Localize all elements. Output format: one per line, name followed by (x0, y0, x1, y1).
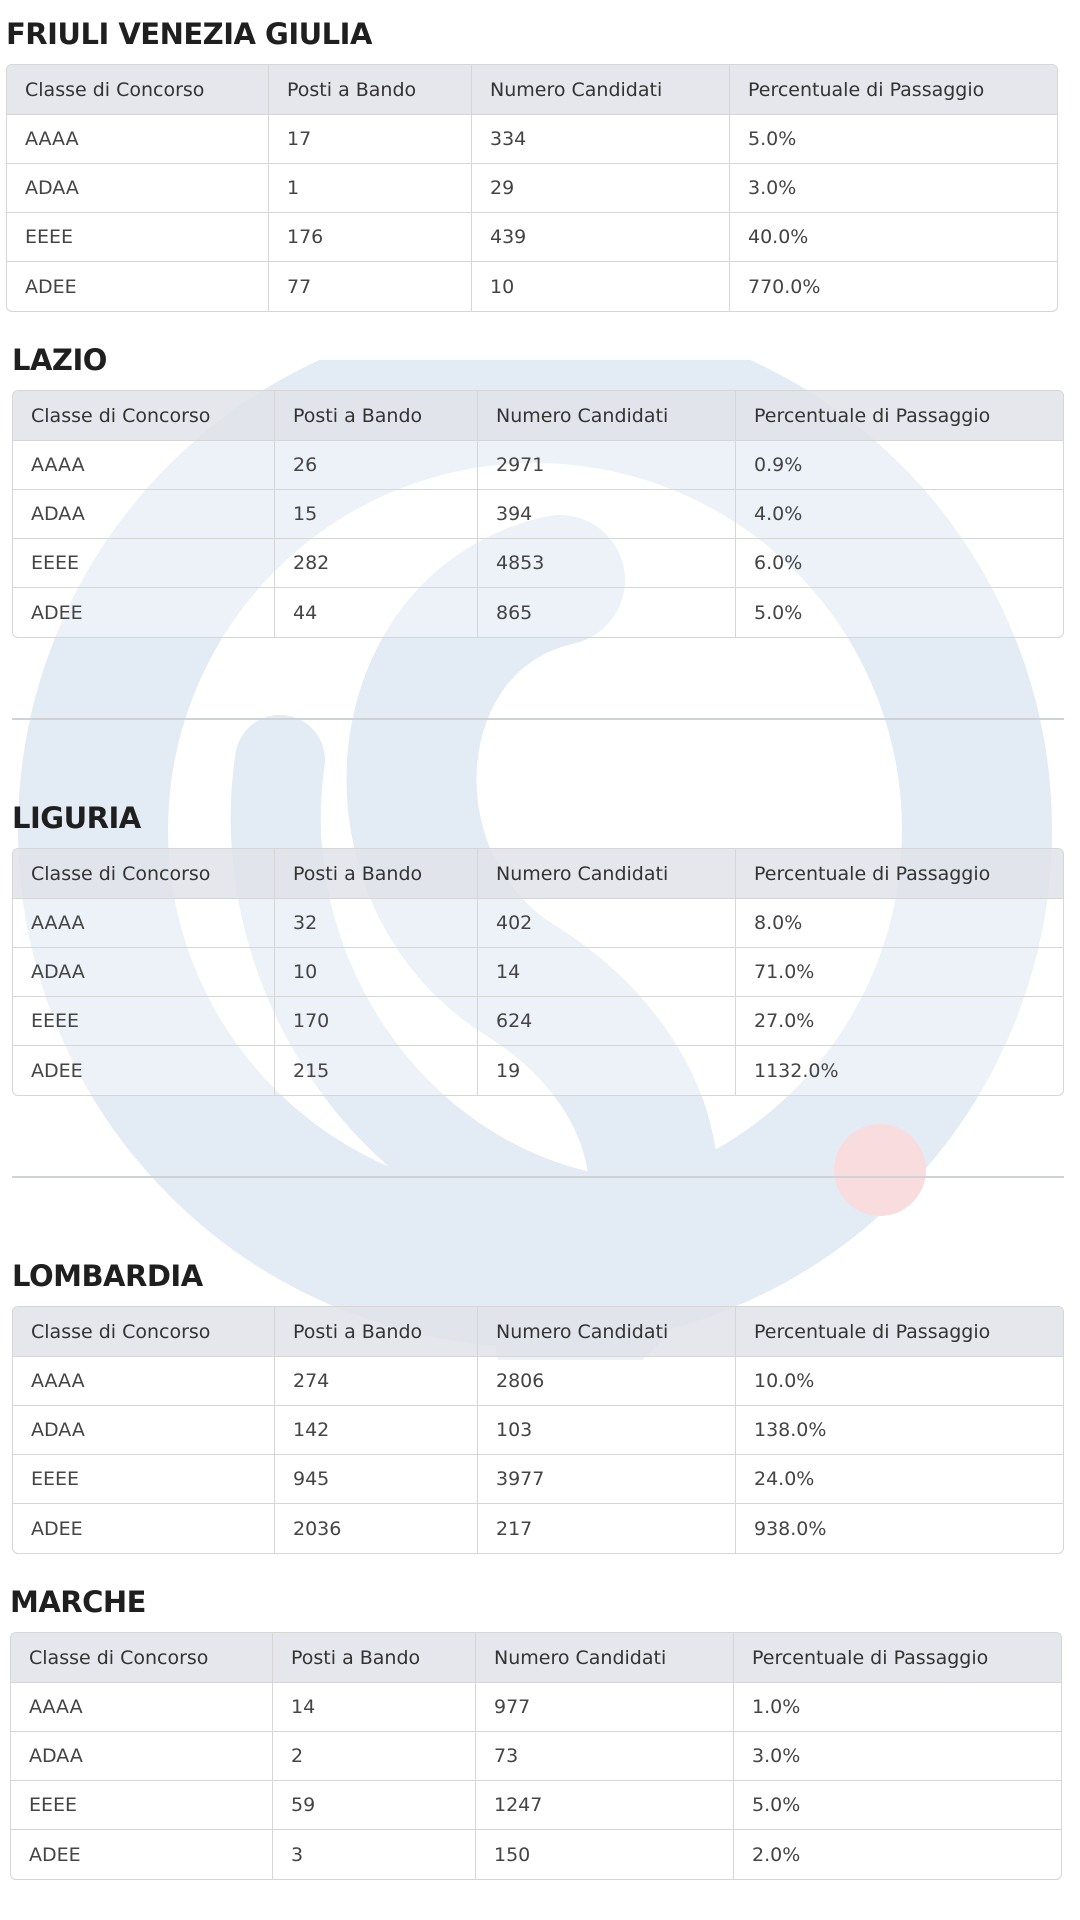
column-header: Percentuale di Passaggio (730, 65, 1057, 115)
table-cell: 29 (472, 164, 730, 213)
column-header: Posti a Bando (275, 1307, 478, 1357)
table-header-row (13, 391, 1063, 441)
table-cell: 138.0% (736, 1406, 1063, 1455)
table-cell: 103 (478, 1406, 736, 1455)
table-cell: 0.9% (736, 441, 1063, 490)
region-title: MARCHE (10, 1585, 146, 1619)
table-cell: EEEE (13, 539, 275, 588)
table-header-row (11, 1633, 1061, 1683)
table-cell: ADAA (13, 1406, 275, 1455)
table-cell: EEEE (11, 1781, 273, 1830)
table-row (7, 213, 1057, 262)
region-section-friuli-venezia-giulia (6, 14, 1058, 312)
table-row (13, 1406, 1063, 1455)
table-row (13, 899, 1063, 948)
table-cell: ADEE (7, 262, 269, 311)
table-cell: ADAA (11, 1732, 273, 1781)
table-cell: 10.0% (736, 1357, 1063, 1406)
table-cell: AAAA (13, 899, 275, 948)
table-cell: AAAA (11, 1683, 273, 1732)
region-title: LAZIO (12, 343, 107, 377)
column-header: Posti a Bando (275, 849, 478, 899)
region-table (6, 64, 1058, 312)
table-cell: 2036 (275, 1504, 478, 1553)
table-row (13, 490, 1063, 539)
table-cell: 3 (273, 1830, 476, 1879)
table-cell: 170 (275, 997, 478, 1046)
table-cell: 150 (476, 1830, 734, 1879)
column-header: Classe di Concorso (7, 65, 269, 115)
table-cell: 938.0% (754, 1517, 827, 1540)
table-cell: 15 (275, 490, 478, 539)
table-cell: 14 (478, 948, 736, 997)
table-cell: 1 (269, 164, 472, 213)
column-header: Numero Candidati (476, 1633, 734, 1683)
table-cell: EEEE (7, 213, 269, 262)
table-cell: ADEE (13, 588, 275, 637)
table-cell: EEEE (13, 1455, 275, 1504)
region-section-marche (10, 1582, 1062, 1880)
table-cell: 176 (269, 213, 472, 262)
table-row (13, 1455, 1063, 1504)
table-row (13, 948, 1063, 997)
table-cell: 3.0% (734, 1732, 1061, 1781)
table-cell: AAAA (13, 441, 275, 490)
region-table (10, 1632, 1062, 1880)
table-cell: 945 (275, 1455, 478, 1504)
table-cell: 5.0% (730, 115, 1057, 164)
table-cell: 770.0% (748, 275, 821, 298)
table-row (13, 1357, 1063, 1406)
table-cell: 4.0% (736, 490, 1063, 539)
table-cell: 217 (478, 1504, 736, 1553)
table-cell: 977 (476, 1683, 734, 1732)
table-cell: 3.0% (730, 164, 1057, 213)
column-header: Classe di Concorso (13, 849, 275, 899)
table-row (11, 1732, 1061, 1781)
section-divider (12, 718, 1064, 720)
region-table (12, 390, 1064, 638)
table-cell: 5.0% (734, 1781, 1061, 1830)
table-row (7, 164, 1057, 213)
table-cell: 10 (472, 262, 730, 311)
table-cell: 19 (478, 1046, 736, 1095)
table-cell: 334 (472, 115, 730, 164)
table-cell: ADAA (7, 164, 269, 213)
table-header-row (13, 1307, 1063, 1357)
table-cell: 1247 (476, 1781, 734, 1830)
table-cell: 215 (275, 1046, 478, 1095)
column-header: Posti a Bando (275, 391, 478, 441)
section-divider (12, 1176, 1064, 1178)
table-cell: 59 (273, 1781, 476, 1830)
table-row (7, 115, 1057, 164)
column-header: Percentuale di Passaggio (736, 1307, 1063, 1357)
column-header: Posti a Bando (269, 65, 472, 115)
table-row (13, 997, 1063, 1046)
table-cell: 8.0% (736, 899, 1063, 948)
table-cell: AAAA (13, 1357, 275, 1406)
table-cell: 2806 (478, 1357, 736, 1406)
table-header-row (13, 849, 1063, 899)
column-header: Numero Candidati (478, 391, 736, 441)
table-cell: 3977 (478, 1455, 736, 1504)
region-table (12, 1306, 1064, 1554)
table-row (11, 1781, 1061, 1830)
table-cell: ADEE (13, 1046, 275, 1095)
table-cell: 71.0% (736, 948, 1063, 997)
table-cell: ADAA (13, 948, 275, 997)
table-cell: 17 (269, 115, 472, 164)
table-cell: 5.0% (754, 601, 803, 624)
column-header: Classe di Concorso (13, 391, 275, 441)
region-title: LOMBARDIA (12, 1259, 203, 1293)
table-row (13, 588, 1063, 637)
column-header: Percentuale di Passaggio (736, 849, 1063, 899)
table-cell: 394 (478, 490, 736, 539)
table-row (11, 1830, 1061, 1879)
table-header-row (7, 65, 1057, 115)
column-header: Percentuale di Passaggio (734, 1633, 1061, 1683)
table-cell: 439 (472, 213, 730, 262)
table-cell: 624 (478, 997, 736, 1046)
table-cell: 77 (269, 262, 472, 311)
table-cell: 2 (273, 1732, 476, 1781)
table-row (7, 262, 1057, 311)
table-cell: AAAA (7, 115, 269, 164)
table-row (13, 441, 1063, 490)
table-cell: 142 (275, 1406, 478, 1455)
table-cell: 274 (275, 1357, 478, 1406)
column-header: Posti a Bando (273, 1633, 476, 1683)
table-cell: 2.0% (752, 1843, 801, 1866)
column-header: Numero Candidati (478, 1307, 736, 1357)
table-cell: 26 (275, 441, 478, 490)
column-header: Numero Candidati (478, 849, 736, 899)
table-cell: 1132.0% (754, 1059, 839, 1082)
region-table (12, 848, 1064, 1096)
table-cell: 1.0% (734, 1683, 1061, 1732)
table-cell: ADAA (13, 490, 275, 539)
region-section-liguria (12, 798, 1064, 1096)
table-row (13, 1504, 1063, 1553)
table-cell: 40.0% (730, 213, 1057, 262)
region-title: FRIULI VENEZIA GIULIA (6, 17, 372, 51)
table-cell: 27.0% (736, 997, 1063, 1046)
table-cell: 24.0% (736, 1455, 1063, 1504)
region-section-lazio (12, 340, 1064, 638)
table-cell: 32 (275, 899, 478, 948)
table-cell: 6.0% (736, 539, 1063, 588)
table-cell: 14 (273, 1683, 476, 1732)
column-header: Classe di Concorso (13, 1307, 275, 1357)
column-header: Percentuale di Passaggio (736, 391, 1063, 441)
table-cell: ADEE (13, 1504, 275, 1553)
column-header: Numero Candidati (472, 65, 730, 115)
column-header: Classe di Concorso (11, 1633, 273, 1683)
table-cell: 4853 (478, 539, 736, 588)
table-row (13, 1046, 1063, 1095)
table-row (11, 1683, 1061, 1732)
table-cell: 10 (275, 948, 478, 997)
table-cell: 282 (275, 539, 478, 588)
table-cell: 402 (478, 899, 736, 948)
table-cell: 865 (478, 588, 736, 637)
table-cell: 2971 (478, 441, 736, 490)
table-cell: 73 (476, 1732, 734, 1781)
table-cell: ADEE (11, 1830, 273, 1879)
table-row (13, 539, 1063, 588)
table-cell: EEEE (13, 997, 275, 1046)
table-cell: 44 (275, 588, 478, 637)
region-section-lombardia (12, 1256, 1064, 1554)
region-title: LIGURIA (12, 801, 141, 835)
